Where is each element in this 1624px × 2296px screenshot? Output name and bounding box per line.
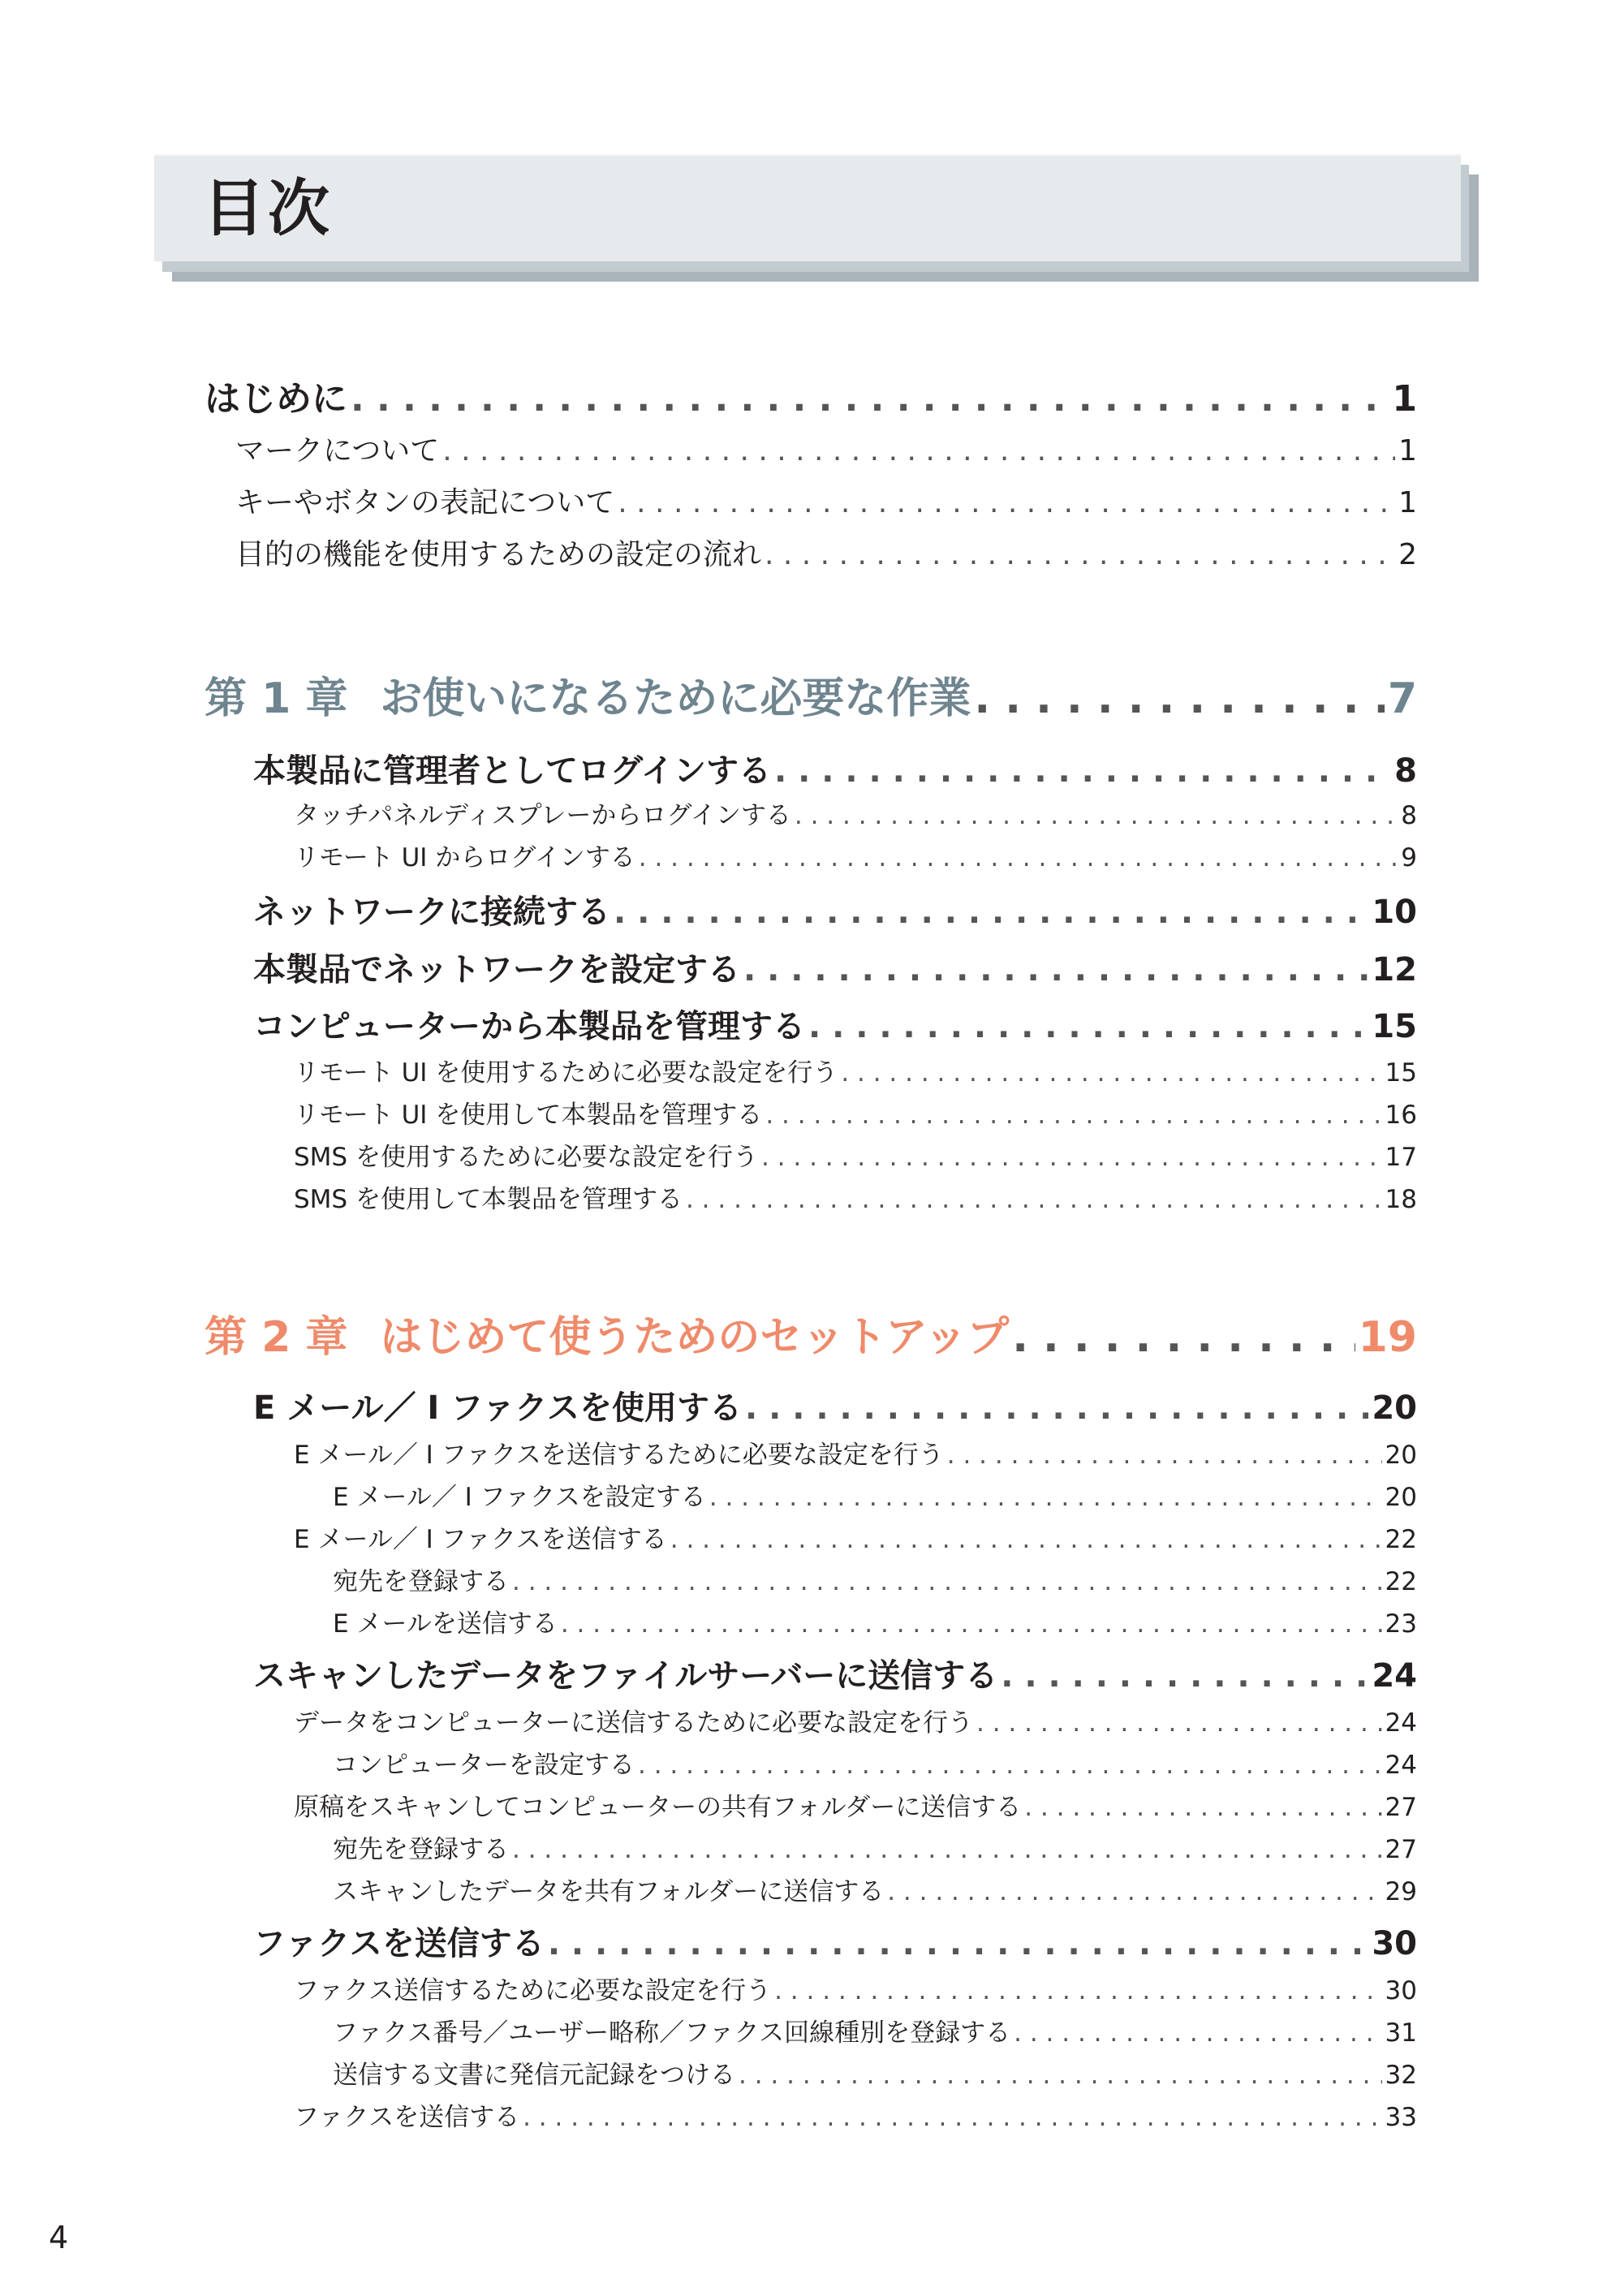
toc-label: ファクスを送信する (253, 1925, 545, 1962)
toc-subsubsection[interactable] (333, 1829, 1417, 1865)
dot-leader (841, 1058, 1381, 1088)
toc-page: 20 (1385, 1441, 1417, 1470)
toc-subsubsection[interactable] (333, 2054, 1417, 2091)
toc-page: 2 (1398, 538, 1417, 571)
toc-section[interactable] (253, 745, 1417, 791)
toc-label: コンピューターから本製品を管理する (253, 1008, 805, 1045)
toc-page: 30 (1372, 1925, 1417, 1962)
chapter-heading (205, 664, 971, 725)
toc-page: 16 (1385, 1101, 1417, 1130)
dot-leader (761, 1143, 1382, 1172)
toc-subsubsection[interactable] (333, 2012, 1417, 2048)
toc-subsection[interactable] (294, 1178, 1417, 1215)
toc-label: スキャンしたデータをファイルサーバーに送信する (253, 1657, 998, 1695)
dot-leader (774, 752, 1391, 790)
toc-page: 24 (1372, 1657, 1417, 1695)
toc-label: タッチパネルディスプレーからログインする (294, 801, 791, 830)
dot-leader (743, 951, 1368, 989)
toc-subsection[interactable] (294, 1518, 1417, 1555)
toc-label: リモート UI からログインする (294, 843, 635, 872)
dot-leader (614, 894, 1368, 931)
dot-leader (739, 2061, 1382, 2090)
toc-label: E メール／ I ファクスを送信するために必要な設定を行う (294, 1441, 944, 1470)
toc-page: 19 (1358, 1313, 1417, 1362)
toc-page: 27 (1385, 1835, 1417, 1864)
toc-page: 31 (1385, 2018, 1417, 2048)
toc-label: 送信する文書に発信元記録をつける (333, 2061, 735, 2090)
toc-page: 10 (1372, 894, 1417, 931)
toc-heading-intro[interactable] (205, 369, 1417, 421)
dot-leader (795, 801, 1398, 830)
toc-page: 12 (1372, 951, 1417, 989)
toc-label: データをコンピューターに送信するために必要な設定を行う (294, 1708, 973, 1738)
toc-subsection[interactable] (294, 1136, 1417, 1173)
toc-page: 7 (1387, 674, 1417, 723)
toc-page: 8 (1394, 752, 1417, 790)
toc-page: 30 (1385, 1976, 1417, 2005)
dot-leader (765, 538, 1395, 571)
dot-leader (442, 434, 1395, 467)
dot-leader (638, 1751, 1382, 1780)
toc-subsection[interactable] (294, 2096, 1417, 2133)
toc-subsection[interactable] (294, 1434, 1417, 1471)
title-banner (154, 154, 1461, 261)
chapter-heading (205, 1303, 1009, 1363)
toc-item[interactable] (235, 532, 1417, 573)
toc-page: 23 (1385, 1609, 1417, 1639)
chapter-title: はじめて使うためのセットアップ (380, 1313, 1010, 1362)
dot-leader (512, 1835, 1382, 1864)
toc-label: SMS を使用して本製品を管理する (294, 1185, 683, 1214)
dot-leader (774, 1976, 1381, 2005)
toc-section[interactable] (253, 1382, 1417, 1428)
chapter-title: お使いになるために必要な作業 (380, 674, 971, 723)
toc-label: ファクス送信するために必要な設定を行う (294, 1976, 772, 2005)
toc-label: ファクスを送信する (294, 2103, 520, 2132)
toc-page: 29 (1385, 1877, 1417, 1906)
toc-chapter-1[interactable] (205, 664, 1417, 725)
toc-section[interactable] (253, 1001, 1417, 1047)
toc-label: SMS を使用するために必要な設定を行う (294, 1143, 758, 1172)
dot-leader (808, 1008, 1368, 1045)
toc-page: 8 (1401, 801, 1417, 830)
toc-subsection[interactable] (294, 1094, 1417, 1131)
toc-page: 15 (1385, 1058, 1417, 1088)
dot-leader (709, 1483, 1382, 1512)
dot-leader (1001, 1657, 1368, 1695)
toc-label: ファクス番号／ユーザー略称／ファクス回線種別を登録する (333, 2018, 1011, 2048)
dot-leader (887, 1877, 1381, 1906)
toc-page: 15 (1372, 1008, 1417, 1045)
toc-page: 17 (1385, 1143, 1417, 1172)
dot-leader (974, 674, 1384, 723)
toc-item[interactable] (235, 428, 1417, 469)
dot-leader (1024, 1793, 1381, 1822)
toc-label: キーやボタンの表記について (235, 486, 615, 519)
toc-subsubsection[interactable] (333, 1476, 1417, 1513)
toc-page: 27 (1385, 1793, 1417, 1822)
toc-label: 原稿をスキャンしてコンピューターの共有フォルダーに送信する (294, 1793, 1022, 1822)
toc-label: はじめに (205, 378, 347, 420)
toc-page: 9 (1401, 843, 1417, 872)
toc-label: E メール／ I ファクスを設定する (333, 1483, 706, 1512)
page-title: 目次 (203, 172, 333, 244)
toc-page: 1 (1392, 378, 1417, 420)
toc-page: 32 (1385, 2061, 1417, 2090)
chapter-number: 第 2 章 (205, 1313, 348, 1362)
dot-leader (745, 1389, 1368, 1427)
toc-label: スキャンしたデータを共有フォルダーに送信する (333, 1877, 885, 1906)
toc-label: 宛先を登録する (333, 1567, 509, 1596)
dot-leader (670, 1525, 1382, 1554)
toc-subsubsection[interactable] (333, 1561, 1417, 1597)
toc-page: 24 (1385, 1751, 1417, 1780)
toc-page: 20 (1385, 1483, 1417, 1512)
toc-subsection[interactable] (294, 1702, 1417, 1738)
dot-leader (351, 378, 1389, 420)
toc-page: 18 (1385, 1185, 1417, 1214)
toc-label: E メール／ I ファクスを使用する (253, 1389, 742, 1427)
toc-label: 本製品に管理者としてログインする (253, 752, 771, 790)
toc-subsubsection[interactable] (333, 1871, 1417, 1907)
toc-subsubsection[interactable] (333, 1744, 1417, 1781)
toc-page: 1 (1398, 486, 1417, 519)
toc-label: コンピューターを設定する (333, 1751, 635, 1780)
toc-page: 33 (1385, 2103, 1417, 2132)
page-number: 4 (49, 2220, 69, 2255)
toc-subsection[interactable] (294, 795, 1417, 831)
toc-page: 22 (1385, 1567, 1417, 1596)
toc-label: 目的の機能を使用するための設定の流れ (235, 538, 762, 571)
dot-leader (548, 1925, 1369, 1962)
dot-leader (618, 486, 1395, 519)
dot-leader (947, 1441, 1382, 1470)
dot-leader (1012, 1313, 1355, 1362)
toc-label: マークについて (235, 434, 440, 467)
dot-leader (976, 1708, 1382, 1738)
dot-leader (561, 1609, 1382, 1639)
toc-label: 本製品でネットワークを設定する (253, 951, 740, 989)
toc-section[interactable] (253, 1650, 1417, 1696)
dot-leader (512, 1567, 1382, 1596)
toc-chapter-2[interactable] (205, 1303, 1417, 1363)
toc-section[interactable] (253, 886, 1417, 933)
toc-section[interactable] (253, 1918, 1417, 1964)
toc-page: 24 (1385, 1708, 1417, 1738)
toc-label: ネットワークに接続する (253, 894, 610, 931)
toc-label: 宛先を登録する (333, 1835, 509, 1864)
dot-leader (686, 1185, 1382, 1214)
toc-page: 22 (1385, 1525, 1417, 1554)
toc-subsection[interactable] (294, 1786, 1417, 1823)
toc-label: リモート UI を使用して本製品を管理する (294, 1101, 763, 1130)
toc-page: 20 (1372, 1389, 1417, 1427)
toc-label: E メール／ I ファクスを送信する (294, 1525, 667, 1554)
dot-leader (523, 2103, 1381, 2132)
dot-leader (765, 1101, 1381, 1130)
toc-section[interactable] (253, 944, 1417, 990)
dot-leader (1014, 2018, 1381, 2048)
toc-page: 1 (1398, 434, 1417, 467)
chapter-number: 第 1 章 (205, 674, 348, 723)
toc-item[interactable] (235, 480, 1417, 521)
dot-leader (639, 843, 1398, 872)
toc-label: リモート UI を使用するために必要な設定を行う (294, 1058, 838, 1088)
toc-subsection[interactable] (294, 837, 1417, 873)
toc-subsubsection[interactable] (333, 1603, 1417, 1639)
toc-subsection[interactable] (294, 1970, 1417, 2006)
toc-subsection[interactable] (294, 1052, 1417, 1088)
toc-label: E メールを送信する (333, 1609, 558, 1639)
